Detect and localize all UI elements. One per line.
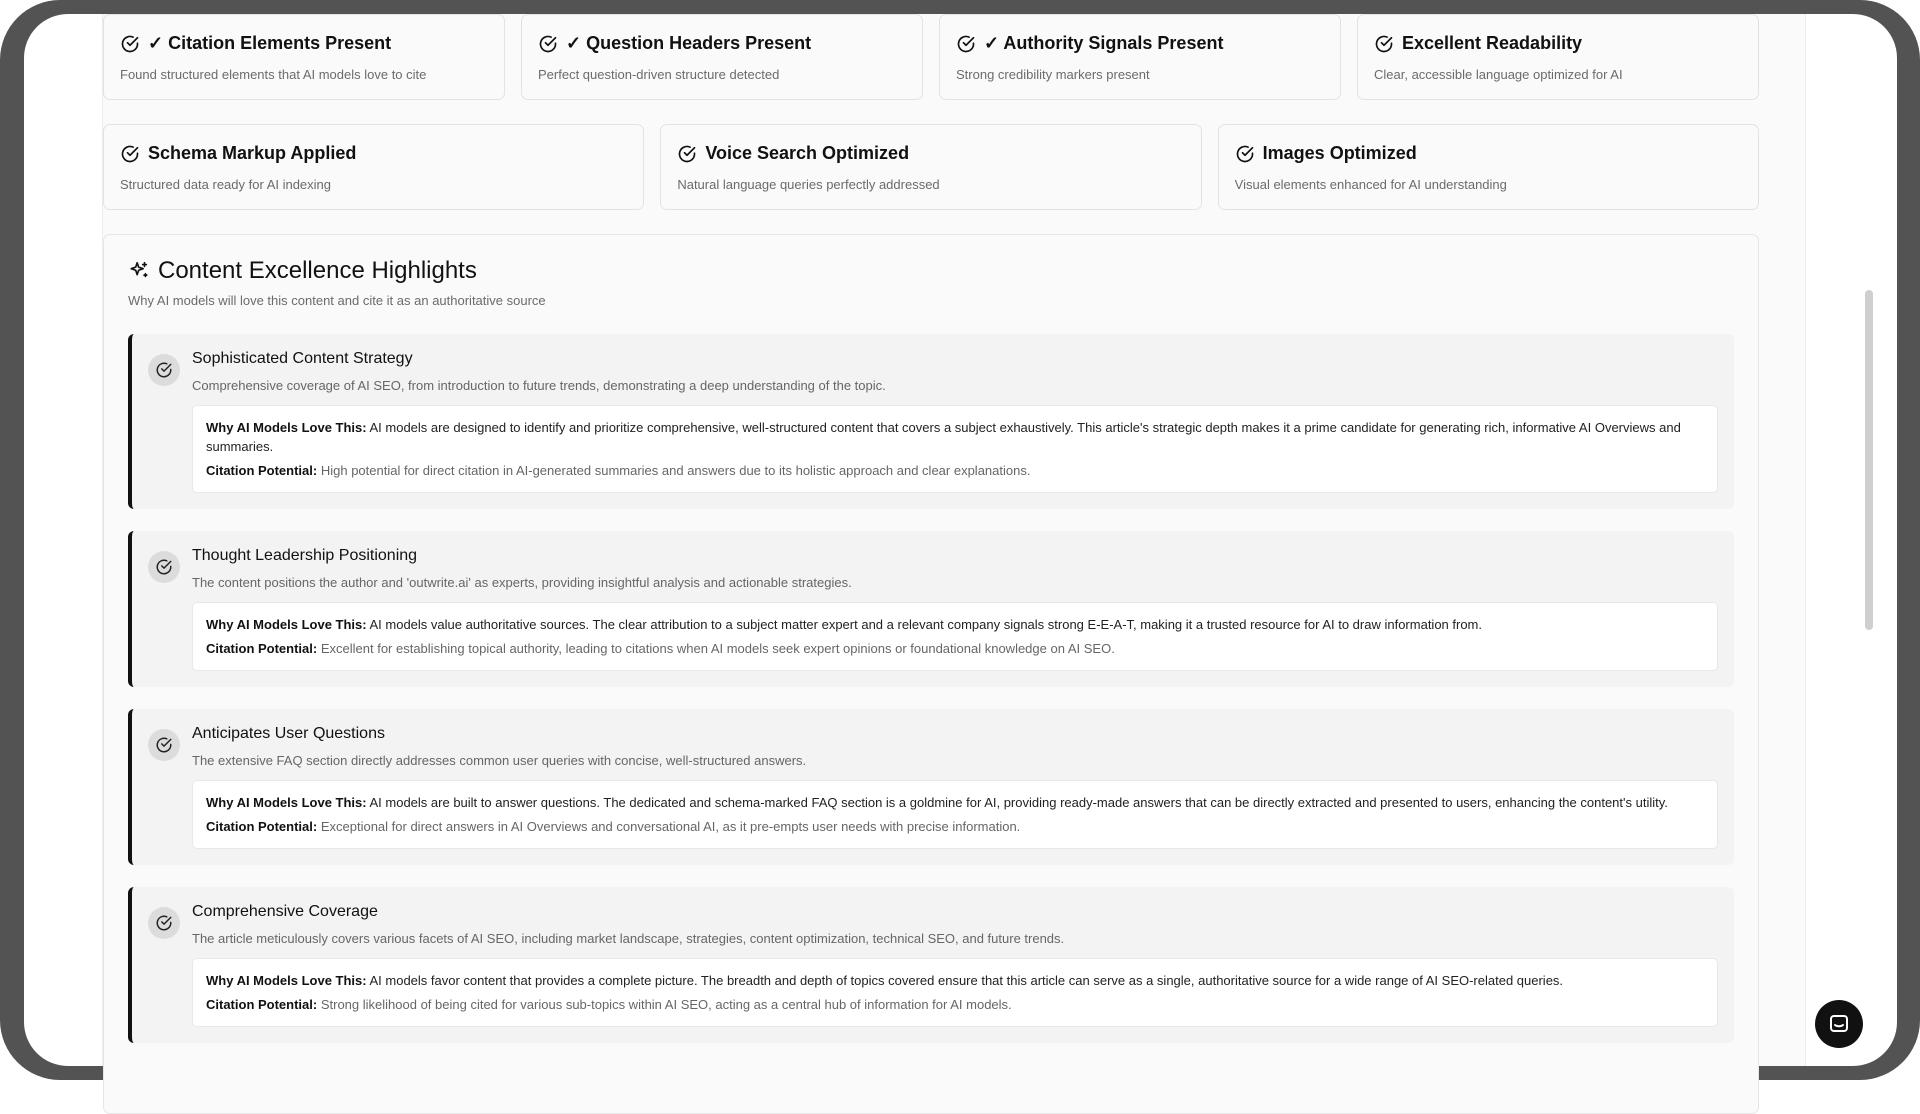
- main-content: [103, 14, 1759, 1114]
- status-card-desc: Structured data ready for AI indexing: [120, 177, 332, 192]
- check-circle-icon: [148, 551, 180, 583]
- highlight-item: [128, 887, 1734, 1043]
- status-card-title: Voice Search Optimized: [705, 143, 910, 163]
- status-card-desc: Perfect question-driven structure detected: [538, 67, 780, 82]
- status-card-desc: Natural language queries perfectly addressed: [677, 177, 940, 192]
- citation-text: Strong likelihood of being cited for various sub-topics within AI SEO, acting as a central hub of information for AI models.: [320, 997, 1012, 1012]
- chat-button[interactable]: [1815, 1000, 1863, 1048]
- why-label: Why AI Models Love This:: [206, 420, 367, 435]
- highlight-title: Comprehensive Coverage: [192, 903, 378, 920]
- check-circle-icon: [1235, 144, 1255, 164]
- highlight-title: Thought Leadership Positioning: [192, 547, 418, 564]
- highlight-item: [128, 531, 1734, 687]
- status-card-title: ✓ Question Headers Present: [566, 33, 812, 53]
- check-circle-icon: [148, 354, 180, 386]
- highlight-title: Anticipates User Questions: [192, 725, 385, 742]
- status-card-title: ✓ Citation Elements Present: [148, 33, 392, 53]
- status-card: [660, 124, 1201, 210]
- chat-icon: [1827, 1012, 1851, 1036]
- status-card-title: Excellent Readability: [1402, 33, 1583, 53]
- content-highlights-panel: [103, 234, 1759, 1114]
- status-card-desc: Strong credibility markers present: [956, 67, 1150, 82]
- check-circle-icon: [538, 34, 558, 54]
- citation-label: Citation Potential:: [206, 463, 318, 478]
- status-card: [103, 14, 505, 100]
- check-circle-icon: [120, 34, 140, 54]
- panel-title: Content Excellence Highlights: [158, 257, 477, 284]
- why-label: Why AI Models Love This:: [206, 795, 367, 810]
- highlight-desc: The article meticulously covers various facets of AI SEO, including market landscape, strategies, content optimization, technical SEO, and future trends.: [192, 931, 1065, 946]
- check-circle-icon: [956, 34, 976, 54]
- status-card-title: ✓ Authority Signals Present: [984, 33, 1224, 53]
- citation-label: Citation Potential:: [206, 819, 318, 834]
- check-circle-icon: [1374, 34, 1394, 54]
- check-circle-icon: [148, 729, 180, 761]
- highlight-desc: The extensive FAQ section directly addresses common user queries with concise, well-structured answers.: [192, 753, 807, 768]
- highlight-detail-box: [192, 780, 1718, 849]
- status-card: [1357, 14, 1759, 100]
- highlight-detail-box: [192, 602, 1718, 671]
- why-label: Why AI Models Love This:: [206, 973, 367, 988]
- highlight-item: [128, 709, 1734, 865]
- status-cards-row-2: [103, 124, 1759, 210]
- status-cards-row-1: [103, 14, 1759, 100]
- citation-label: Citation Potential:: [206, 997, 318, 1012]
- why-text: AI models are built to answer questions. The dedicated and schema-marked FAQ section is a goldmine for AI, providing ready-made answers that can be directly extracted and presented to users, enhancing the content's utility.: [369, 795, 1668, 810]
- sparkles-icon: [128, 260, 150, 282]
- status-card-desc: Visual elements enhanced for AI understanding: [1234, 177, 1507, 192]
- highlight-title: Sophisticated Content Strategy: [192, 350, 413, 367]
- why-text: AI models value authoritative sources. The clear attribution to a subject matter expert and a relevant company signals strong E-E-A-T, making it a trusted resource for AI to draw information from.: [369, 617, 1483, 632]
- why-label: Why AI Models Love This:: [206, 617, 367, 632]
- status-card: [1218, 124, 1759, 210]
- why-text: AI models are designed to identify and prioritize comprehensive, well-structured content that covers a subject exhaustively. This article's strategic depth makes it a prime candidate for generating rich, informative AI Overviews and summaries.: [206, 420, 1681, 454]
- check-circle-icon: [148, 907, 180, 939]
- highlight-item: [128, 334, 1734, 509]
- status-card: [521, 14, 923, 100]
- check-circle-icon: [120, 144, 140, 164]
- panel-subtitle: Why AI models will love this content and cite it as an authoritative source: [128, 293, 546, 308]
- citation-text: Exceptional for direct answers in AI Overviews and conversational AI, as it pre-empts user needs with precise information.: [320, 819, 1021, 834]
- why-text: AI models favor content that provides a complete picture. The breadth and depth of topics covered ensure that this article can serve as a single, authoritative source for a wide range of AI SEO-related queries.: [369, 973, 1564, 988]
- citation-label: Citation Potential:: [206, 641, 318, 656]
- highlight-desc: Comprehensive coverage of AI SEO, from introduction to future trends, demonstrating a deep understanding of the topic.: [192, 378, 886, 393]
- highlight-detail-box: [192, 958, 1718, 1027]
- citation-text: High potential for direct citation in AI-generated summaries and answers due to its holistic approach and clear explanations.: [320, 463, 1031, 478]
- status-card: [939, 14, 1341, 100]
- highlight-desc: The content positions the author and 'outwrite.ai' as experts, providing insightful analysis and actionable strategies.: [192, 575, 852, 590]
- check-circle-icon: [677, 144, 697, 164]
- status-card: [103, 124, 644, 210]
- highlight-detail-box: [192, 405, 1718, 493]
- status-card-title: Schema Markup Applied: [148, 143, 357, 163]
- status-card-desc: Clear, accessible language optimized for AI: [1374, 67, 1623, 82]
- status-card-title: Images Optimized: [1262, 143, 1417, 163]
- citation-text: Excellent for establishing topical authority, leading to citations when AI models seek expert opinions or foundational knowledge on AI SEO.: [320, 641, 1115, 656]
- status-card-desc: Found structured elements that AI models love to cite: [120, 67, 427, 82]
- scrollbar-thumb[interactable]: [1865, 290, 1873, 630]
